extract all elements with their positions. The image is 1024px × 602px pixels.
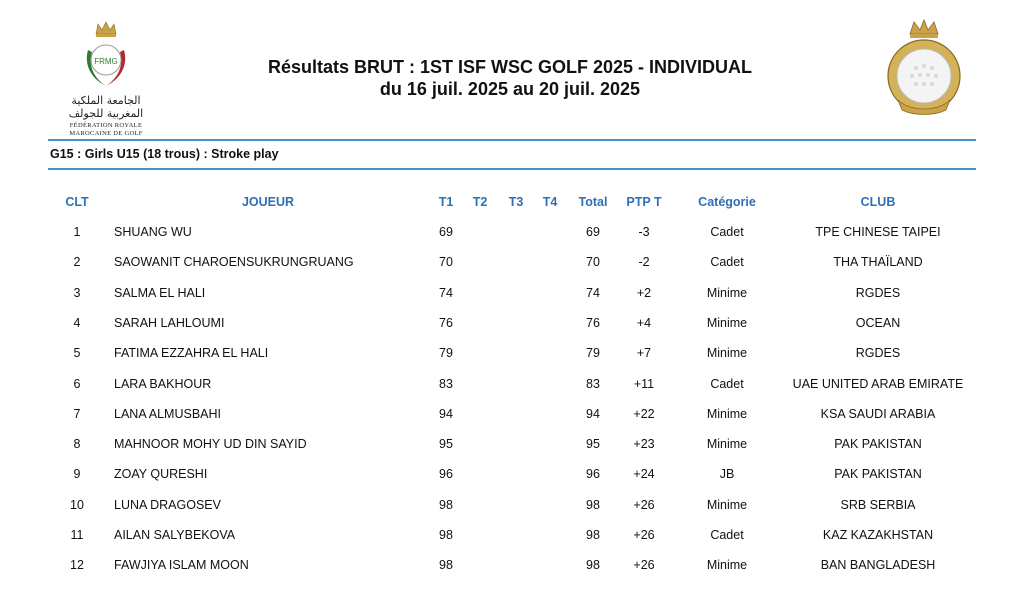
col-header-joueur: JOUEUR	[241, 195, 295, 209]
table-row	[48, 432, 976, 462]
cell-club: KSA SAUDI ARABIA	[820, 406, 936, 421]
cell-categorie: Minime	[706, 406, 748, 421]
cell-joueur: LARA BAKHOUR	[114, 376, 212, 391]
cell-joueur: LUNA DRAGOSEV	[114, 497, 221, 512]
cell-ptp: +11	[633, 376, 655, 391]
cell-club: THA THAÏLAND	[833, 255, 923, 270]
cell-t1: 98	[439, 497, 453, 512]
cell-ptp: +26	[633, 558, 655, 573]
cell-total: 98	[586, 558, 600, 573]
cell-t1: 74	[439, 285, 453, 300]
cell-clt: 4	[73, 315, 81, 330]
crown-emblem-icon	[76, 20, 136, 92]
cell-joueur: SAOWANIT CHAROENSUKRUNGRUANG	[114, 255, 354, 270]
title-line-2: du 16 juil. 2025 au 20 juil. 2025	[379, 79, 641, 99]
table-row	[48, 553, 976, 583]
col-header-club: CLUB	[860, 195, 896, 209]
cell-ptp: +2	[636, 285, 652, 300]
table-row	[48, 250, 976, 280]
cell-ptp: +4	[636, 315, 652, 330]
table-row	[48, 281, 976, 311]
cell-club: RGDES	[855, 346, 901, 361]
cell-ptp: +23	[633, 437, 655, 452]
table-row	[48, 311, 976, 341]
cell-total: 95	[586, 437, 600, 452]
cell-t1: 79	[439, 346, 453, 361]
cell-t1: 70	[439, 255, 453, 270]
cell-clt: 9	[73, 467, 81, 482]
cell-clt: 7	[73, 406, 81, 421]
category-heading: G15 : Girls U15 (18 trous) : Stroke play	[50, 147, 279, 161]
title-line-1: Résultats BRUT : 1ST ISF WSC GOLF 2025 - INDIVIDUAL	[267, 57, 753, 77]
table-row	[48, 493, 976, 523]
table-row	[48, 462, 976, 492]
col-header-t1: T1	[438, 195, 454, 209]
cell-total: 74	[586, 285, 600, 300]
table-row	[48, 341, 976, 371]
cell-categorie: Cadet	[710, 376, 744, 391]
cell-t1: 95	[439, 437, 453, 452]
cell-joueur: FAWJIYA ISLAM MOON	[114, 558, 249, 573]
cell-categorie: Cadet	[710, 528, 744, 542]
cell-categorie: Minime	[706, 315, 748, 330]
cell-club: RGDES	[855, 285, 901, 300]
cell-club: TPE CHINESE TAIPEI	[815, 225, 941, 239]
cell-total: 79	[586, 346, 600, 361]
col-header-t3: T3	[508, 195, 524, 209]
cell-clt: 11	[70, 528, 84, 542]
col-header-categorie: Catégorie	[698, 195, 756, 209]
cell-club: BAN BANGLADESH	[820, 558, 936, 573]
col-header-t4: T4	[542, 195, 558, 209]
cell-joueur: FATIMA EZZAHRA EL HALI	[114, 346, 269, 361]
cell-club: UAE UNITED ARAB EMIRATE	[792, 376, 964, 391]
golf-ball-crest-icon	[876, 18, 972, 118]
cell-categorie: Minime	[706, 497, 748, 512]
cell-joueur: AILAN SALYBEKOVA	[114, 528, 236, 542]
cell-ptp: -3	[638, 225, 650, 239]
cell-joueur: LANA ALMUSBAHI	[114, 406, 221, 421]
cell-total: 76	[586, 315, 600, 330]
cell-ptp: +22	[633, 406, 655, 421]
section-divider	[48, 168, 976, 170]
cell-joueur: SARAH LAHLOUMI	[114, 315, 225, 330]
table-row	[48, 220, 976, 250]
cell-total: 69	[586, 225, 600, 239]
cell-categorie: Minime	[706, 437, 748, 452]
logo-french-text: FÉDÉRATION ROYALE MAROCAINE DE GOLF	[69, 122, 143, 137]
cell-ptp: +24	[633, 467, 655, 482]
cell-categorie: Minime	[706, 285, 748, 300]
cell-clt: 6	[73, 376, 81, 391]
cell-clt: 2	[73, 255, 81, 270]
cell-t1: 94	[439, 406, 453, 421]
table-row	[48, 523, 976, 553]
logo-arabic-text: الجامعة الملكية المغربية للجولف	[68, 94, 144, 120]
golf-association-logo	[876, 18, 972, 118]
cell-total: 83	[586, 376, 600, 391]
cell-joueur: ZOAY QURESHI	[114, 467, 208, 482]
cell-joueur: MAHNOOR MOHY UD DIN SAYID	[114, 437, 307, 452]
col-header-t2: T2	[472, 195, 488, 209]
cell-t1: 98	[439, 558, 453, 573]
cell-clt: 10	[70, 497, 84, 512]
cell-categorie: Minime	[706, 558, 748, 573]
cell-joueur: SHUANG WU	[114, 225, 192, 239]
cell-categorie: Cadet	[710, 255, 744, 270]
cell-ptp: -2	[638, 255, 650, 270]
cell-total: 98	[586, 528, 600, 542]
cell-clt: 12	[70, 558, 84, 573]
cell-t1: 69	[439, 225, 453, 239]
cell-club: OCEAN	[855, 315, 901, 330]
col-header-ptp: PTP T	[626, 195, 662, 209]
col-header-clt: CLT	[65, 195, 89, 209]
cell-ptp: +26	[633, 497, 655, 512]
cell-t1: 96	[439, 467, 453, 482]
cell-ptp: +7	[636, 346, 652, 361]
cell-club: PAK PAKISTAN	[834, 437, 922, 452]
cell-clt: 5	[73, 346, 81, 361]
table-row	[48, 402, 976, 432]
cell-t1: 98	[439, 528, 453, 542]
cell-categorie: Cadet	[710, 225, 744, 239]
cell-t1: 76	[439, 315, 453, 330]
cell-club: SRB SERBIA	[840, 497, 916, 512]
cell-categorie: JB	[719, 467, 735, 482]
table-header	[48, 190, 976, 214]
cell-clt: 1	[73, 225, 81, 239]
cell-ptp: +26	[633, 528, 655, 542]
cell-club: KAZ KAZAKHSTAN	[822, 528, 934, 542]
cell-total: 70	[586, 255, 600, 270]
cell-clt: 3	[73, 285, 81, 300]
header-divider	[48, 139, 976, 141]
cell-joueur: SALMA EL HALI	[114, 285, 206, 300]
cell-club: PAK PAKISTAN	[834, 467, 922, 482]
page-title	[180, 56, 840, 100]
cell-total: 96	[586, 467, 600, 482]
cell-categorie: Minime	[706, 346, 748, 361]
cell-t1: 83	[439, 376, 453, 391]
cell-total: 94	[586, 406, 600, 421]
table-row	[48, 372, 976, 402]
cell-clt: 8	[73, 437, 81, 452]
frmg-logo	[58, 20, 154, 140]
col-header-total: Total	[578, 195, 608, 209]
cell-total: 98	[586, 497, 600, 512]
logo-initials: FRMG	[94, 57, 118, 66]
